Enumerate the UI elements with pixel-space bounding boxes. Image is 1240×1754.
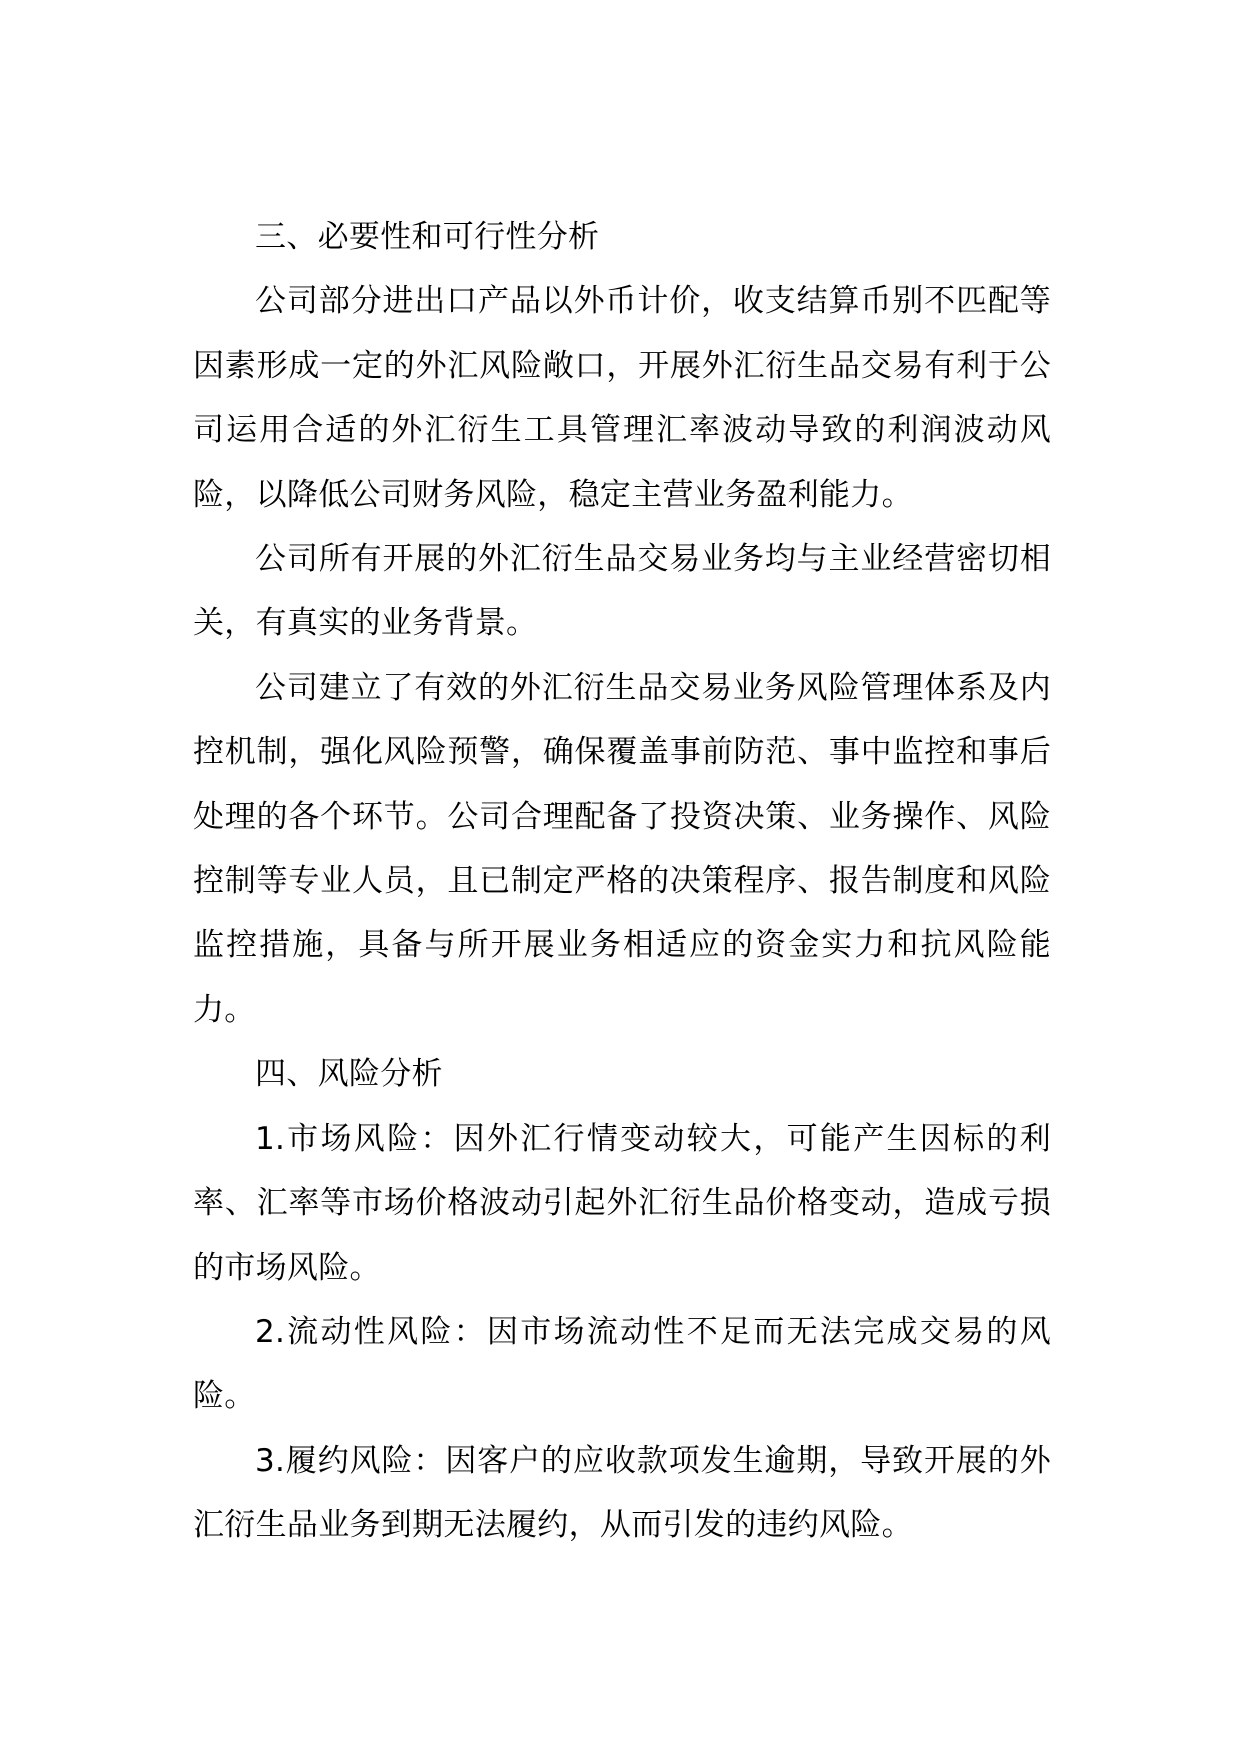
document-body [193, 205, 1051, 1558]
section-heading-risk-analysis: 四、风险分析 [255, 1056, 443, 1093]
paragraph-risk-exposure: 公司部分进出口产品以外币计价，收支结算币别不匹配等因素形成一定的外汇风险敞口，开展外汇衍生品交易有利于公司运用合适的外汇衍生工具管理汇率波动导致的利润波动风险，以降低公司财务风险，稳定主营业务盈利能力。 [193, 283, 1051, 513]
paragraph-liquidity-risk: 2.流动性风险：因市场流动性不足而无法完成交易的风险。 [193, 1313, 1051, 1415]
section-heading-necessity: 三、必要性和可行性分析 [255, 219, 600, 255]
paragraph-business-background: 公司所有开展的外汇衍生品交易业务均与主业经营密切相关，有真实的业务背景。 [193, 541, 1051, 642]
paragraph-risk-management-system: 公司建立了有效的外汇衍生品交易业务风险管理体系及内控机制，强化风险预警，确保覆盖事前防范、事中监控和事后处理的各个环节。公司合理配备了投资决策、业务操作、风险控制等专业人员，且已制定严格的决策程序、报告制度和风险监控措施，具备与所开展业务相适应的资金实力和抗风险能力。 [193, 669, 1051, 1028]
paragraph-market-risk: 1.市场风险：因外汇行情变动较大，可能产生因标的利率、汇率等市场价格波动引起外汇衍生品价格变动，造成亏损的市场风险。 [193, 1120, 1051, 1286]
paragraph-performance-risk: 3.履约风险：因客户的应收款项发生逾期，导致开展的外汇衍生品业务到期无法履约，从而引发的违约风险。 [193, 1442, 1051, 1544]
